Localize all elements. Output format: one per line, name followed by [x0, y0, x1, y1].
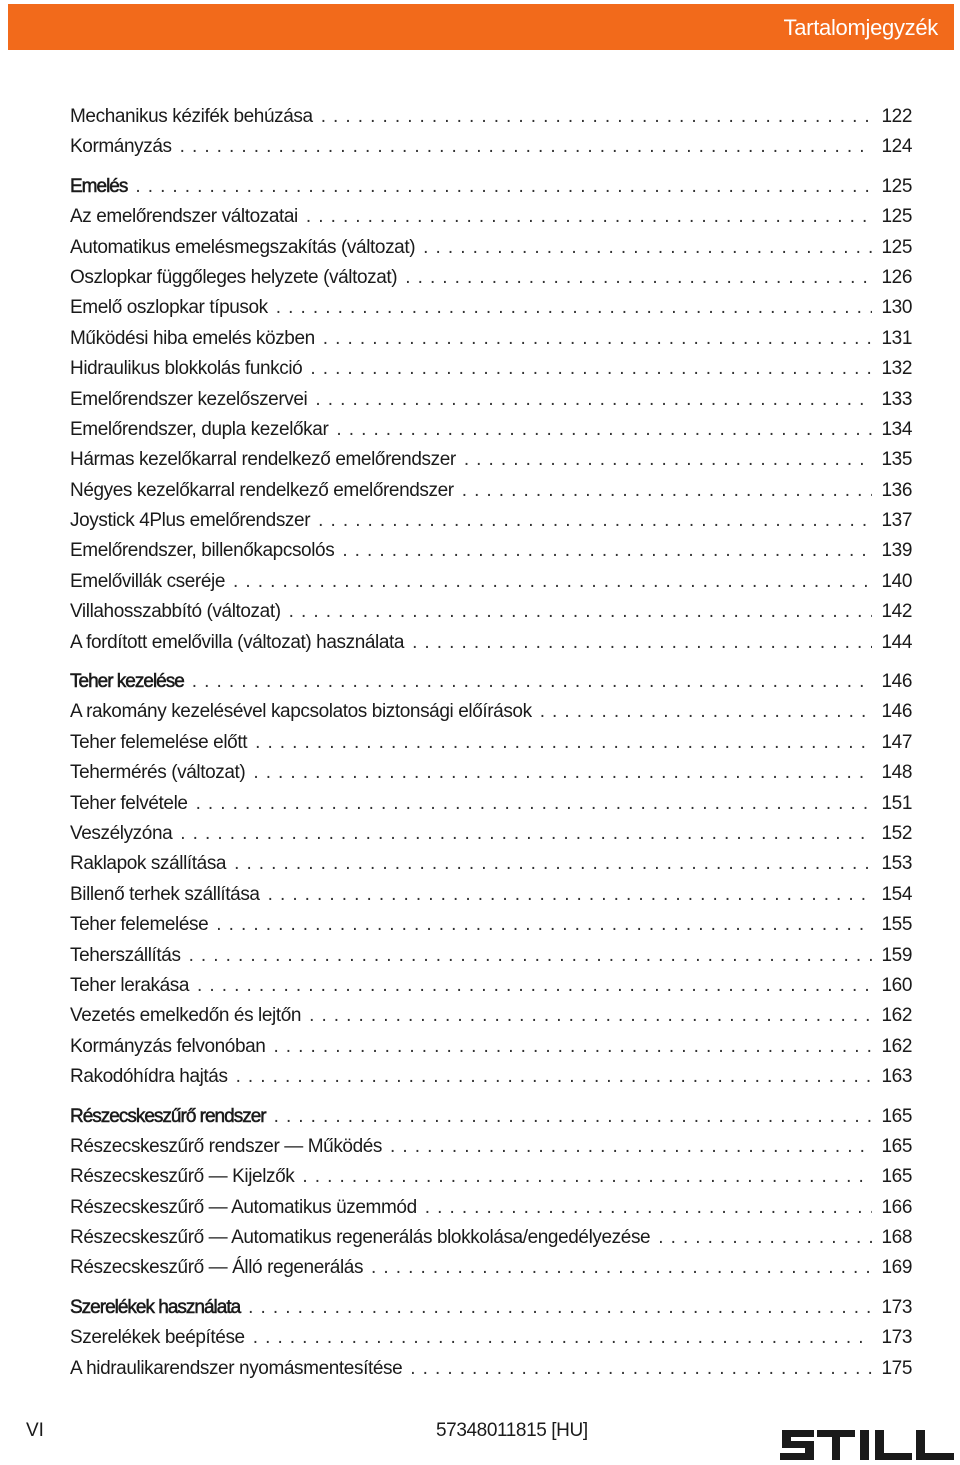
- toc-entry[interactable]: [70, 324, 912, 354]
- toc-entry-page: 134: [881, 418, 912, 440]
- toc-entry-title: Emelés: [70, 175, 128, 197]
- toc-entry[interactable]: [70, 880, 912, 910]
- toc-entry-title: Részecskeszűrő — Álló regenerálás: [70, 1257, 364, 1279]
- toc-entry-title: Részecskeszűrő — Kijelzők: [70, 1166, 295, 1188]
- dot-leader: [234, 849, 872, 879]
- header-band: [8, 4, 954, 50]
- toc-entry[interactable]: [70, 1132, 912, 1162]
- toc-entry-page: 125: [881, 175, 912, 197]
- toc-entry[interactable]: [70, 202, 912, 232]
- toc-heading[interactable]: [70, 1293, 912, 1323]
- toc-entry-page: 175: [881, 1357, 912, 1379]
- dot-leader: [321, 102, 872, 132]
- dot-leader: [196, 789, 872, 819]
- toc-entry-page: 136: [881, 479, 912, 501]
- toc-entry[interactable]: [70, 1193, 912, 1223]
- footer-page-number: VI: [26, 1420, 44, 1441]
- toc-entry-page: 168: [881, 1227, 912, 1249]
- toc-entry-page: 163: [881, 1066, 912, 1088]
- dot-leader: [425, 1193, 872, 1223]
- toc-entry-page: 155: [881, 914, 912, 936]
- toc-entry-page: 122: [881, 106, 912, 127]
- toc-section: [70, 172, 912, 658]
- toc-entry-page: 160: [881, 974, 912, 996]
- dot-leader: [253, 1323, 872, 1353]
- toc-entry-page: 146: [881, 701, 912, 723]
- toc-entry-page: 148: [881, 762, 912, 784]
- toc-entry-page: 140: [881, 570, 912, 592]
- toc-entry-page: 165: [881, 1135, 912, 1157]
- toc-entry-page: 153: [881, 853, 912, 875]
- toc-entry-title: A fordított emelővilla (változat) használata: [70, 631, 405, 653]
- toc-entry[interactable]: [70, 597, 912, 627]
- toc-entry-page: 139: [881, 540, 912, 562]
- toc-entry[interactable]: [70, 567, 912, 597]
- toc-entry[interactable]: [70, 102, 912, 132]
- toc-entry-page: 144: [881, 631, 912, 653]
- toc-entry[interactable]: [70, 1323, 912, 1353]
- toc-section: [70, 1102, 912, 1284]
- toc-entry[interactable]: [70, 233, 912, 263]
- toc-entry-title: Teher felemelése előtt: [70, 731, 248, 753]
- toc-entry[interactable]: [70, 1223, 912, 1253]
- toc-entry-page: 133: [881, 388, 912, 410]
- toc-entry-title: Billenő terhek szállítása: [70, 883, 260, 905]
- toc-entry-page: 166: [881, 1196, 912, 1218]
- table-of-contents: [70, 102, 912, 1393]
- dot-leader: [236, 1062, 872, 1092]
- toc-entry-page: 173: [881, 1296, 912, 1318]
- toc-entry-title: Hidraulikus blokkolás funkció: [70, 358, 303, 380]
- toc-entry-page: 132: [881, 358, 912, 380]
- toc-entry-title: Hármas kezelőkarral rendelkező emelőrendszer: [70, 449, 456, 471]
- dot-leader: [302, 1162, 872, 1192]
- toc-entry-title: Vezetés emelkedőn és lejtőn: [70, 1005, 302, 1027]
- dot-leader: [289, 597, 872, 627]
- toc-entry-page: 152: [881, 822, 912, 844]
- dot-leader: [253, 758, 872, 788]
- dot-leader: [248, 1293, 872, 1323]
- dot-leader: [310, 354, 872, 384]
- toc-entry-page: 137: [881, 510, 912, 532]
- toc-entry-page: 151: [881, 792, 912, 814]
- toc-entry-title: Emelőrendszer, dupla kezelőkar: [70, 418, 329, 440]
- toc-entry-page: 130: [881, 297, 912, 319]
- toc-entry-page: 142: [881, 601, 912, 623]
- toc-entry-title: Automatikus emelésmegszakítás (változat): [70, 236, 416, 258]
- toc-entry[interactable]: [70, 728, 912, 758]
- toc-entry-page: 173: [881, 1327, 912, 1349]
- toc-entry[interactable]: [70, 476, 912, 506]
- toc-entry-title: Teher felvétele: [70, 792, 188, 814]
- toc-entry[interactable]: [70, 910, 912, 940]
- toc-entry[interactable]: [70, 415, 912, 445]
- toc-entry[interactable]: [70, 445, 912, 475]
- toc-entry-title: Részecskeszűrő — Automatikus üzemmód: [70, 1196, 417, 1218]
- toc-entry[interactable]: [70, 697, 912, 727]
- toc-entry-page: 126: [881, 266, 912, 288]
- dot-leader: [255, 728, 872, 758]
- dot-leader: [412, 628, 872, 658]
- toc-entry[interactable]: [70, 506, 912, 536]
- toc-section: [70, 102, 912, 163]
- toc-entry-page: 162: [881, 1005, 912, 1027]
- toc-entry[interactable]: [70, 1062, 912, 1092]
- toc-entry-title: Emelő oszlopkar típusok: [70, 297, 268, 319]
- toc-entry[interactable]: [70, 354, 912, 384]
- dot-leader: [540, 697, 872, 727]
- toc-entry-title: Mechanikus kézifék behúzása: [70, 106, 313, 127]
- toc-entry-title: Rakodóhídra hajtás: [70, 1066, 228, 1088]
- toc-entry-page: 124: [881, 136, 912, 158]
- toc-entry-title: Emelőrendszer, billenőkapcsolós: [70, 540, 335, 562]
- toc-entry-page: 162: [881, 1035, 912, 1057]
- toc-entry[interactable]: [70, 1032, 912, 1062]
- dot-leader: [192, 667, 872, 697]
- dot-leader: [410, 1354, 872, 1384]
- dot-leader: [309, 1001, 872, 1031]
- dot-leader: [318, 506, 872, 536]
- toc-entry[interactable]: [70, 1354, 912, 1384]
- toc-entry-title: Teher kezelése: [70, 671, 184, 693]
- dot-leader: [462, 476, 872, 506]
- dot-leader: [464, 445, 872, 475]
- dot-leader: [405, 263, 872, 293]
- toc-entry-page: 169: [881, 1257, 912, 1279]
- footer-document-number: 57348011815 [HU]: [436, 1420, 588, 1441]
- toc-entry-title: Működési hiba emelés közben: [70, 327, 315, 349]
- toc-entry-title: A rakomány kezelésével kapcsolatos biztonsági előírások: [70, 701, 532, 723]
- dot-leader: [189, 941, 872, 971]
- dot-leader: [658, 1223, 872, 1253]
- toc-entry-title: Oszlopkar függőleges helyzete (változat): [70, 266, 398, 288]
- dot-leader: [342, 536, 872, 566]
- toc-entry[interactable]: [70, 293, 912, 323]
- toc-entry[interactable]: [70, 819, 912, 849]
- toc-heading[interactable]: [70, 667, 912, 697]
- toc-entry[interactable]: [70, 789, 912, 819]
- toc-entry-title: Az emelőrendszer változatai: [70, 206, 298, 228]
- still-logo: [780, 1430, 954, 1460]
- toc-entry-page: 125: [881, 236, 912, 258]
- toc-heading[interactable]: [70, 172, 912, 202]
- toc-entry-title: Részecskeszűrő rendszer: [70, 1105, 266, 1127]
- dot-leader: [273, 1032, 872, 1062]
- toc-entry-title: Teher lerakása: [70, 974, 190, 996]
- dot-leader: [390, 1132, 872, 1162]
- toc-entry[interactable]: [70, 263, 912, 293]
- dot-leader: [268, 880, 872, 910]
- toc-entry[interactable]: [70, 536, 912, 566]
- toc-entry-title: Emelővillák cseréje: [70, 570, 226, 592]
- toc-entry-title: Kormányzás: [70, 136, 172, 158]
- toc-entry[interactable]: [70, 1162, 912, 1192]
- toc-entry[interactable]: [70, 1253, 912, 1283]
- dot-leader: [180, 132, 872, 162]
- toc-entry[interactable]: [70, 849, 912, 879]
- toc-entry-title: Teher felemelése: [70, 914, 209, 936]
- toc-entry[interactable]: [70, 132, 912, 162]
- dot-leader: [323, 324, 872, 354]
- dot-leader: [135, 172, 872, 202]
- toc-entry-title: Emelőrendszer kezelőszervei: [70, 388, 308, 410]
- toc-entry-title: Villahosszabbító (változat): [70, 601, 281, 623]
- toc-entry[interactable]: [70, 628, 912, 658]
- toc-entry-page: 165: [881, 1166, 912, 1188]
- toc-entry-title: Szerelékek használata: [70, 1296, 241, 1318]
- dot-leader: [180, 819, 872, 849]
- toc-entry-title: Joystick 4Plus emelőrendszer: [70, 510, 311, 532]
- toc-section: [70, 667, 912, 1092]
- toc-entry-title: Teherszállítás: [70, 944, 181, 966]
- toc-entry-page: 125: [881, 206, 912, 228]
- toc-entry-page: 146: [881, 671, 912, 693]
- dot-leader: [274, 1102, 872, 1132]
- toc-entry[interactable]: [70, 385, 912, 415]
- toc-entry[interactable]: [70, 941, 912, 971]
- toc-heading[interactable]: [70, 1102, 912, 1132]
- dot-leader: [197, 971, 872, 1001]
- dot-leader: [216, 910, 872, 940]
- toc-entry[interactable]: [70, 758, 912, 788]
- toc-entry[interactable]: [70, 1001, 912, 1031]
- dot-leader: [336, 415, 872, 445]
- toc-entry-page: 165: [881, 1105, 912, 1127]
- page-title: Tartalomjegyzék: [783, 15, 938, 40]
- toc-entry-title: Részecskeszűrő rendszer — Működés: [70, 1135, 383, 1157]
- toc-entry-title: Négyes kezelőkarral rendelkező emelőrendszer: [70, 479, 454, 501]
- toc-entry-page: 131: [881, 327, 912, 349]
- toc-entry-title: Szerelékek beépítése: [70, 1327, 245, 1349]
- toc-entry-title: Részecskeszűrő — Automatikus regenerálás blokkolása/engedélyezése: [70, 1227, 651, 1249]
- toc-entry-title: Veszélyzóna: [70, 822, 173, 844]
- dot-leader: [306, 202, 872, 232]
- toc-entry-page: 135: [881, 449, 912, 471]
- dot-leader: [276, 293, 872, 323]
- dot-leader: [315, 385, 872, 415]
- toc-entry-title: A hidraulikarendszer nyomásmentesítése: [70, 1357, 403, 1379]
- toc-section: [70, 1293, 912, 1384]
- dot-leader: [371, 1253, 872, 1283]
- dot-leader: [233, 567, 872, 597]
- toc-entry-title: Tehermérés (változat): [70, 762, 246, 784]
- dot-leader: [423, 233, 872, 263]
- toc-entry-title: Kormányzás felvonóban: [70, 1035, 266, 1057]
- toc-entry-title: Raklapok szállítása: [70, 853, 227, 875]
- toc-entry[interactable]: [70, 971, 912, 1001]
- toc-entry-page: 154: [881, 883, 912, 905]
- toc-entry-page: 147: [881, 731, 912, 753]
- toc-entry-page: 159: [881, 944, 912, 966]
